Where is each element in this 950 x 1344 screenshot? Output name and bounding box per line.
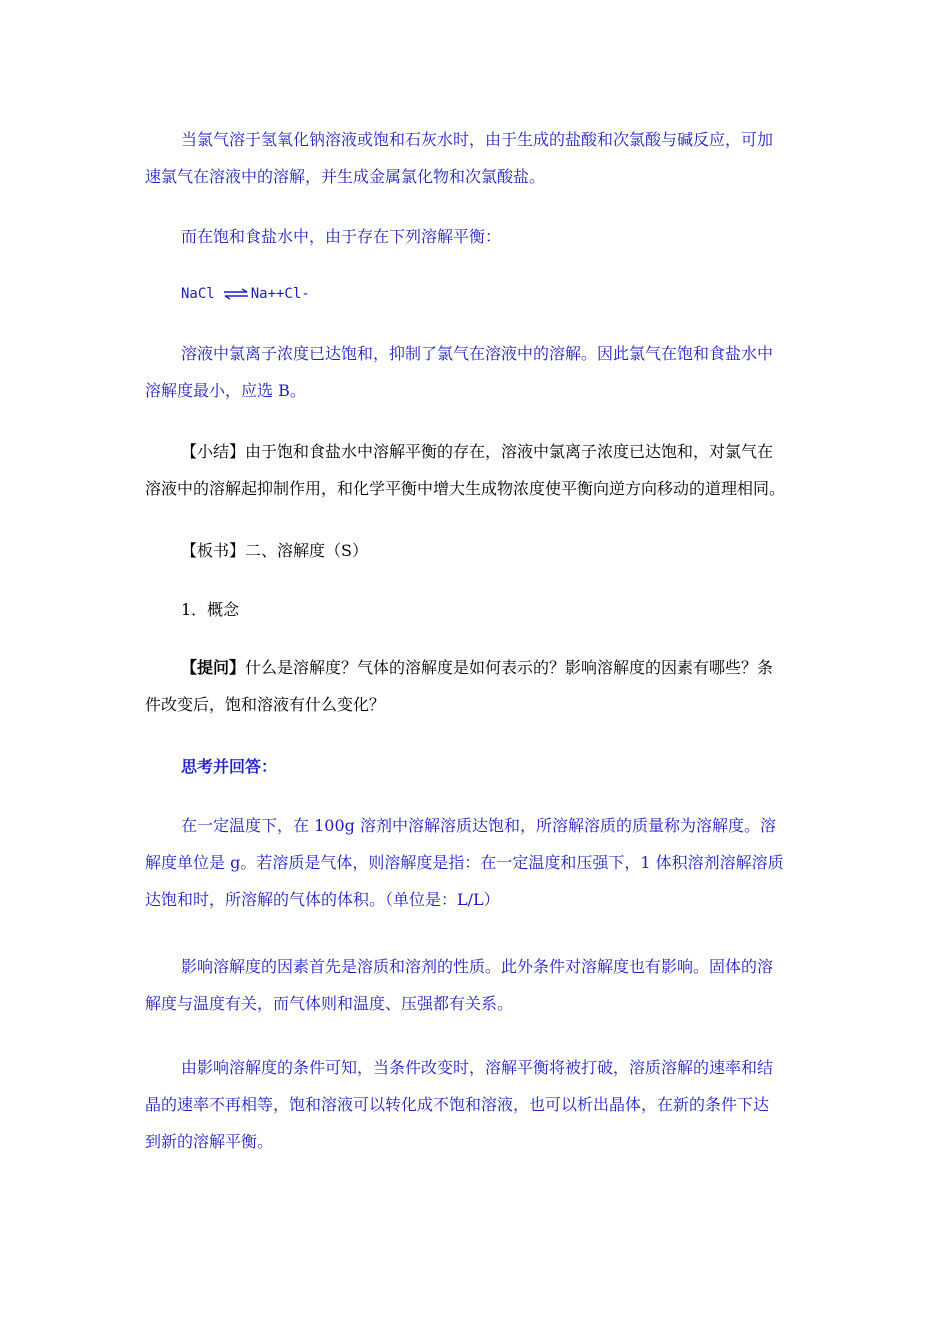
text-line: 速氯气在溶液中的溶解，并生成金属氯化物和次氯酸盐。 (145, 167, 546, 186)
board-heading (145, 532, 846, 569)
paragraph-chloride-saturation (145, 335, 810, 409)
text-line: 在一定温度下，在 100g 溶剂中溶解溶质达饱和，所溶解溶质的质量称为溶解度。溶 (181, 816, 776, 835)
think-answer-heading (145, 748, 846, 785)
equation-right: Na++Cl- (250, 286, 310, 302)
text-line: 解度与温度有关，而气体则和温度、压强都有关系。 (145, 994, 514, 1013)
text-line: 达饱和时，所溶解的气体的体积。（单位是：L/L） (145, 890, 500, 909)
board-label: 【板书】 (181, 541, 246, 560)
summary-label: 【小结】 (181, 442, 246, 461)
text-line: 由影响溶解度的条件可知，当条件改变时，溶解平衡将被打破，溶质溶解的速率和结 (181, 1058, 774, 1077)
paragraph-question (145, 649, 810, 723)
text-line: 晶的速率不再相等，饱和溶液可以转化成不饱和溶液，也可以析出晶体，在新的条件下达 (145, 1095, 770, 1114)
paragraph-summary (145, 433, 810, 507)
paragraph-chlorine-in-base (145, 121, 810, 195)
board-text: 二、溶解度（S） (245, 541, 368, 560)
text-line: 溶液中的溶解起抑制作用，和化学平衡中增大生成物浓度使平衡向逆方向移动的道理相同。 (145, 479, 786, 498)
think-answer-text: 思考并回答： (181, 757, 278, 776)
text-line: 解度单位是 g。若溶质是气体，则溶解度是指：在一定温度和压强下，1 体积溶剂溶解溶质 (145, 853, 784, 872)
equilibrium-arrow-icon (223, 288, 249, 300)
concept-heading (145, 591, 846, 628)
text-line: 到新的溶解平衡。 (145, 1132, 274, 1151)
text-line: 件改变后，饱和溶液有什么变化？ (145, 695, 386, 714)
text-line: 当氯气溶于氢氧化钠溶液或饱和石灰水时，由于生成的盐酸和次氯酸与碱反应，可加 (181, 130, 774, 149)
text-line: 而在饱和食盐水中，由于存在下列溶解平衡： (181, 227, 502, 246)
paragraph-solubility-definition (145, 807, 810, 918)
text-line: 什么是溶解度？气体的溶解度是如何表示的？影响溶解度的因素有哪些？条 (245, 658, 774, 677)
paragraph-solubility-factors (145, 948, 810, 1022)
concept-text: 1．概念 (181, 600, 240, 619)
text-line: 溶液中氯离子浓度已达饱和，抑制了氯气在溶液中的溶解。因此氯气在饱和食盐水中 (181, 344, 774, 363)
text-line: 影响溶解度的因素首先是溶质和溶剂的性质。此外条件对溶解度也有影响。固体的溶 (181, 957, 774, 976)
question-label: 【提问】 (181, 658, 246, 677)
text-line: 由于饱和食盐水中溶解平衡的存在，溶液中氯离子浓度已达饱和，对氯气在 (245, 442, 774, 461)
paragraph-equilibrium-shift (145, 1049, 810, 1160)
text-line: 溶解度最小，应选 B。 (145, 381, 306, 400)
equation-left: NaCl (181, 286, 215, 302)
equation-dissolution-equilibrium (145, 276, 846, 313)
paragraph-saturated-brine (145, 218, 846, 255)
